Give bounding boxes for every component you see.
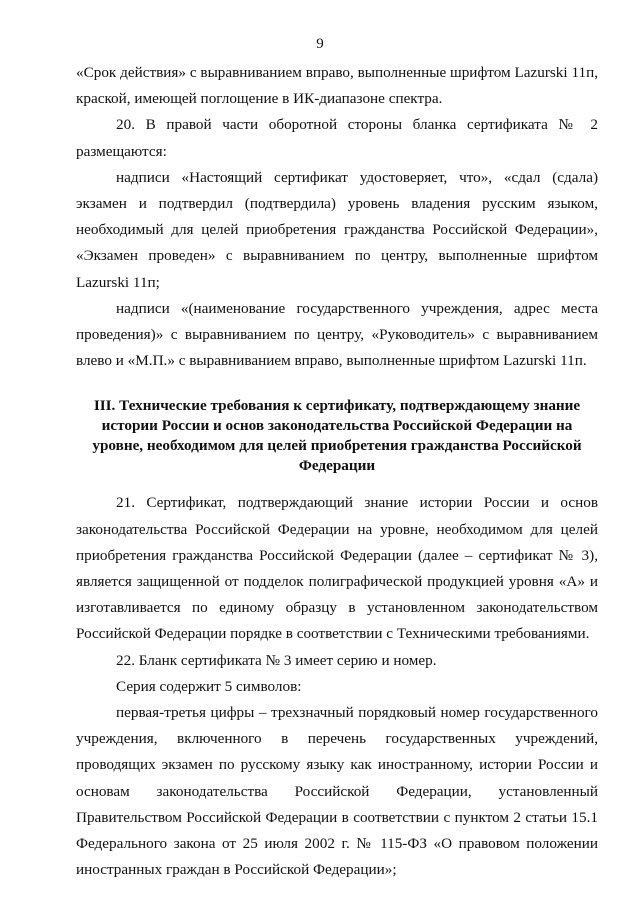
page-number: 9 <box>316 36 324 52</box>
paragraph-item-21: 21. Сертификат, подтверждающий знание истории России и основ законодательства Российской Федерации на уровне, необходимом для целей приобретения гражданства Российской Федерации (далее – сертификат № 3), является защищенной от подделок полиграфической продукцией уровня «А» и изготавливается по единому образцу в установленном законодательством Российской Федерации порядке в соответствии с Техническими требованиями. <box>76 494 598 643</box>
paragraph-item-22: 22. Бланк сертификата № 3 имеет серию и номер. <box>116 651 437 669</box>
paragraph-inscriptions-certificate: надписи «Настоящий сертификат удостоверяет, что», «сдал (сдала) экзамен и подтвердил (подтвердила) уровень владения русским языком, необходимый для целей приобретения гражданства Российской Федерации», «Экзамен проведен» с выравниванием по центру, выполненные шрифтом Lazurski 11п; <box>76 168 598 291</box>
section-heading-iii: III. Технические требования к сертификату, подтверждающему знание истории России и основ законодательства Российской Федерации на уровне, необходимом для целей приобретения гражданства Российской Федерации <box>92 397 582 475</box>
paragraph-srok-deistviya: «Срок действия» с выравниванием вправо, выполненные шрифтом Lazurski 11п, краской, имеющей поглощение в ИК-диапазоне спектра. <box>76 64 598 108</box>
paragraph-item-20: 20. В правой части оборотной стороны бланка сертификата № 2 размещаются: <box>76 116 598 160</box>
paragraph-inscriptions-institution: надписи «(наименование государственного учреждения, адрес места проведения)» с выравниванием по центру, «Руководитель» с выравниванием влево и «М.П.» с выравниванием вправо, выполненные шрифтом Lazurski 11п. <box>76 299 598 370</box>
paragraph-first-third-digits: первая-третья цифры – трехзначный порядковый номер государственного учреждения, включенного в перечень государственных учреждений, проводящих экзамен по русскому языку как иностранному, истории России и основам законодательства Российской Федерации, установленный Правительством Российской Федерации в соответствии с пунктом 2 статьи 15.1 Федерального закона от 25 июля 2002 г. № 115-ФЗ «О правовом положении иностранных граждан в Российской Федерации»; <box>76 704 598 879</box>
document-body <box>76 60 598 883</box>
paragraph-series-symbols: Серия содержит 5 символов: <box>116 677 302 695</box>
